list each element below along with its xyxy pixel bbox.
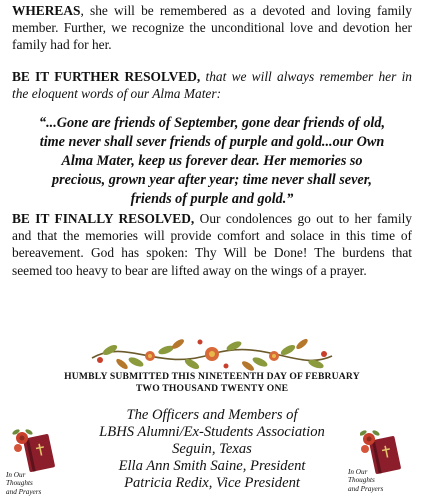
quote-line-2: time never shall sever friends of purple and gold...our Own xyxy=(39,134,385,150)
alma-mater-quote xyxy=(18,114,406,209)
signature-line-1: The Officers and Members of xyxy=(126,407,298,423)
further-resolved-lead: BE IT FURTHER RESOLVED, xyxy=(12,69,201,84)
whereas-paragraph xyxy=(12,2,412,54)
submitted-line-1: HUMBLY SUBMITTED THIS NINETEENTH DAY OF FEBRUARY xyxy=(64,371,360,382)
caption-left-line-3: and Prayers xyxy=(6,487,42,496)
quote-line-4: precious, grown year after year; time never shall sever, xyxy=(52,172,372,188)
further-resolved-text: that we will always remember her in the eloquent words of our Alma Mater: xyxy=(12,69,412,102)
signature-line-3: Seguin, Texas xyxy=(172,441,252,457)
caption-left-line-2: Thoughts xyxy=(6,479,33,488)
finally-resolved-text: Our condolences go out to her family and that the memories will provide comfort and solace in this time of bereavement. God has spoken: Thy Will be Done! The burdens that seemed too heavy to bear are lifted away on the wings of a prayer. xyxy=(12,211,412,278)
caption-right-line-1: In Our xyxy=(348,468,368,476)
caption-right-line-2: Thoughts xyxy=(348,476,375,485)
submitted-line-2: TWO THOUSAND TWENTY ONE xyxy=(135,383,289,394)
whereas-lead: WHEREAS xyxy=(12,3,81,18)
quote-line-5: friends of purple and gold.” xyxy=(130,191,294,207)
thoughts-prayers-caption-right xyxy=(348,468,383,493)
signature-line-4: Ella Ann Smith Saine, President xyxy=(118,458,306,474)
caption-right-line-3: and Prayers xyxy=(348,484,384,493)
signature-line-5: Patricia Redix, Vice President xyxy=(124,475,300,491)
caption-left-line-1: In Our xyxy=(6,471,26,479)
quote-line-3: Alma Mater, keep us forever dear. Her memories so xyxy=(61,153,363,169)
finally-resolved-lead: BE IT FINALLY RESOLVED, xyxy=(12,211,195,226)
finally-resolved-paragraph xyxy=(12,210,412,279)
whereas-text: , she will be remembered as a devoted and loving family member. Further, we recognize the unconditional love and devotion her family had for her. xyxy=(12,3,412,53)
signature-line-2: LBHS Alumni/Ex-Students Association xyxy=(99,424,325,440)
quote-line-1: “...Gone are friends of September, gone dear friends of old, xyxy=(39,115,385,131)
thoughts-prayers-caption-left xyxy=(6,471,41,496)
further-resolved-paragraph xyxy=(12,68,412,102)
